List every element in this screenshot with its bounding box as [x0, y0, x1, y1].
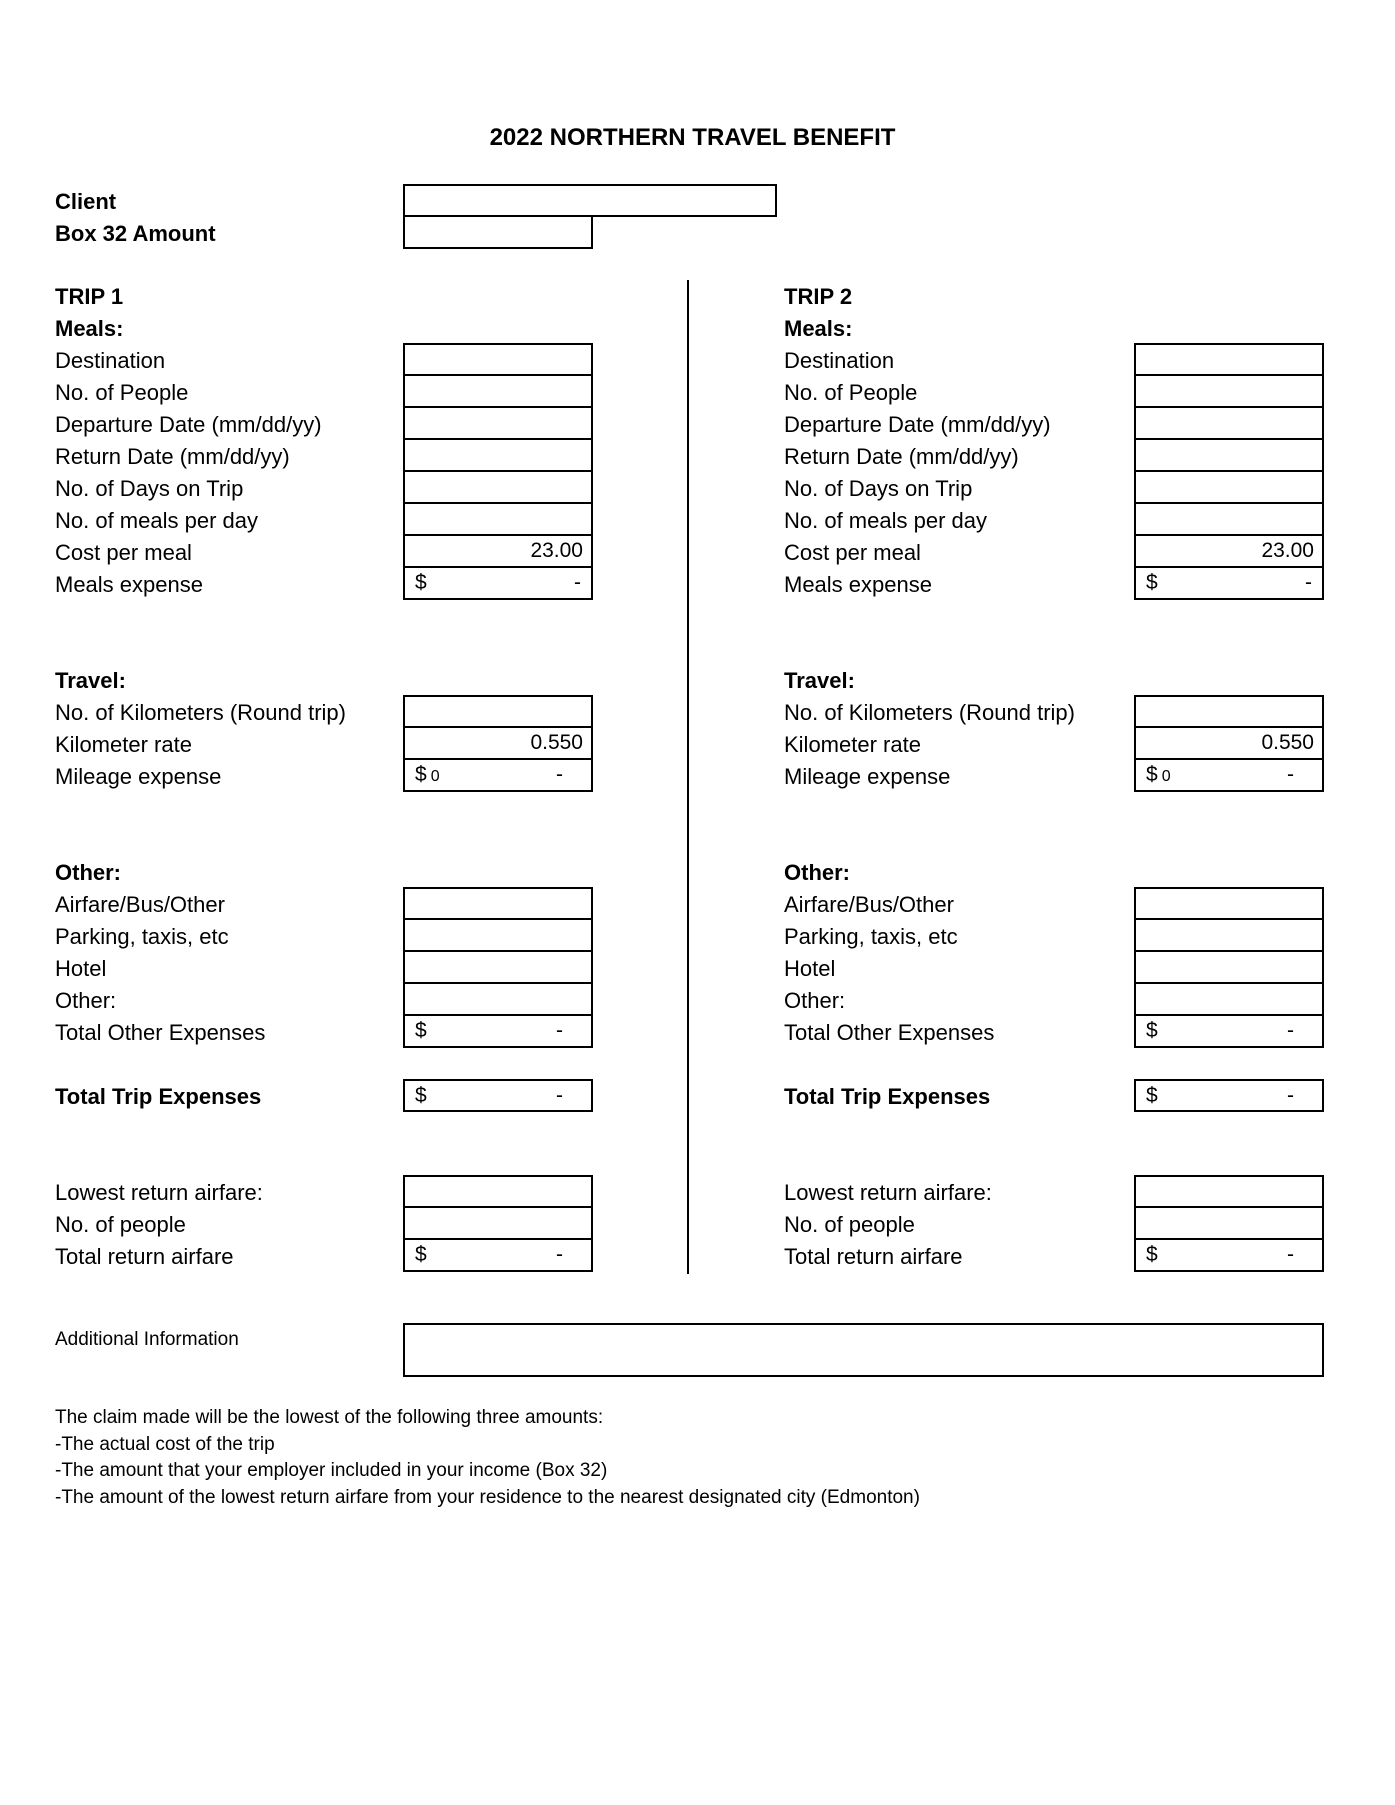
departure-date-field[interactable]: [1134, 407, 1324, 440]
cost-per-meal-label: Cost per meal: [55, 540, 192, 565]
destination-field[interactable]: [403, 343, 593, 376]
total-return-field: [1134, 1239, 1324, 1272]
mileage-currency: $: [1146, 763, 1158, 786]
total-other-value: -: [1287, 1019, 1294, 1042]
lowest-airfare-field[interactable]: [403, 1175, 593, 1208]
destination-label: Destination: [784, 348, 895, 373]
mileage-label: Mileage expense: [55, 764, 222, 789]
days-field[interactable]: [1134, 471, 1324, 504]
total-other-label: Total Other Expenses: [55, 1020, 266, 1045]
meals-per-day-label: No. of meals per day: [55, 508, 258, 533]
total-other-field: [1134, 1015, 1324, 1048]
destination-field[interactable]: [1134, 343, 1324, 376]
total-other-value: -: [556, 1019, 563, 1042]
km-field[interactable]: [1134, 695, 1324, 728]
meals-expense-value: -: [574, 571, 581, 594]
page-title: 2022 NORTHERN TRAVEL BENEFIT: [489, 124, 896, 151]
trip-heading: TRIP 2: [784, 284, 853, 309]
mileage-expense-field: [1134, 759, 1324, 792]
note-line: The claim made will be the lowest of the following three amounts:: [55, 1407, 604, 1428]
hotel-label: Hotel: [784, 956, 836, 981]
km-rate-label: Kilometer rate: [784, 732, 921, 757]
people-field[interactable]: [403, 375, 593, 408]
return-label: Return Date (mm/dd/yy): [784, 444, 1019, 469]
currency-symbol: $: [1146, 571, 1158, 594]
people-field[interactable]: [1134, 375, 1324, 408]
other-field[interactable]: [1134, 983, 1324, 1016]
currency-symbol: $: [1146, 1243, 1158, 1266]
total-return-value: -: [556, 1243, 563, 1266]
hotel-field[interactable]: [403, 951, 593, 984]
airfare-field[interactable]: [403, 887, 593, 920]
cost-per-meal-value: 23.00: [530, 539, 583, 562]
hotel-label: Hotel: [55, 956, 107, 981]
column-divider: [687, 280, 689, 1274]
airfare-people-label: No. of people: [784, 1212, 915, 1237]
note-line: -The amount of the lowest return airfare from your residence to the nearest designated city (Edmonton): [55, 1487, 920, 1508]
meals-per-day-field[interactable]: [1134, 503, 1324, 536]
currency-symbol: [1146, 760, 1171, 792]
parking-label: Parking, taxis, etc: [784, 924, 958, 949]
total-return-label: Total return airfare: [55, 1244, 234, 1269]
airfare-label: Airfare/Bus/Other: [55, 892, 225, 917]
currency-symbol: $: [415, 1084, 427, 1107]
mileage-value: -: [556, 763, 563, 786]
total-trip-label: Total Trip Expenses: [784, 1084, 991, 1109]
hotel-field[interactable]: [1134, 951, 1324, 984]
km-rate-value: 0.550: [530, 731, 583, 754]
total-trip-field: [1134, 1079, 1324, 1112]
km-rate-value: 0.550: [1261, 731, 1314, 754]
departure-label: Departure Date (mm/dd/yy): [55, 412, 322, 437]
km-field[interactable]: [403, 695, 593, 728]
total-other-label: Total Other Expenses: [784, 1020, 995, 1045]
airfare-people-field[interactable]: [403, 1207, 593, 1240]
people-label: No. of People: [55, 380, 189, 405]
other-field[interactable]: [403, 983, 593, 1016]
mileage-zero: 0: [430, 768, 440, 785]
days-label: No. of Days on Trip: [784, 476, 973, 501]
currency-symbol: $: [1146, 1019, 1158, 1042]
total-return-field: [403, 1239, 593, 1272]
people-label: No. of People: [784, 380, 918, 405]
travel-heading: Travel:: [784, 668, 855, 693]
departure-label: Departure Date (mm/dd/yy): [784, 412, 1051, 437]
meals-expense-label: Meals expense: [55, 572, 203, 597]
meals-expense-field: [1134, 567, 1324, 600]
travel-heading: Travel:: [55, 668, 126, 693]
currency-symbol: $: [415, 1243, 427, 1266]
parking-label: Parking, taxis, etc: [55, 924, 229, 949]
client-field[interactable]: [403, 184, 777, 217]
km-rate-field[interactable]: [1134, 727, 1324, 760]
destination-label: Destination: [55, 348, 166, 373]
note-line: -The actual cost of the trip: [55, 1434, 275, 1455]
total-trip-field: [403, 1079, 593, 1112]
meals-per-day-field[interactable]: [403, 503, 593, 536]
mileage-currency: $: [415, 763, 427, 786]
return-date-field[interactable]: [403, 439, 593, 472]
lowest-airfare-label: Lowest return airfare:: [55, 1180, 263, 1205]
client-label: Client: [55, 189, 117, 214]
parking-field[interactable]: [403, 919, 593, 952]
total-return-value: -: [1287, 1243, 1294, 1266]
box32-field[interactable]: [403, 216, 593, 249]
total-return-label: Total return airfare: [784, 1244, 963, 1269]
km-rate-label: Kilometer rate: [55, 732, 192, 757]
meals-expense-field: [403, 567, 593, 600]
other-label: Other:: [55, 988, 117, 1013]
mileage-expense-field: [403, 759, 593, 792]
cost-per-meal-field[interactable]: [1134, 535, 1324, 568]
additional-info-label: Additional Information: [55, 1329, 239, 1350]
note-line: -The amount that your employer included in your income (Box 32): [55, 1460, 608, 1481]
mileage-value: -: [1287, 763, 1294, 786]
meals-expense-label: Meals expense: [784, 572, 932, 597]
mileage-label: Mileage expense: [784, 764, 951, 789]
total-trip-label: Total Trip Expenses: [55, 1084, 262, 1109]
return-date-field[interactable]: [1134, 439, 1324, 472]
days-label: No. of Days on Trip: [55, 476, 244, 501]
currency-symbol: $: [1146, 1084, 1158, 1107]
mileage-zero: 0: [1161, 768, 1171, 785]
currency-symbol: $: [415, 1019, 427, 1042]
other-heading: Other:: [55, 860, 121, 885]
lowest-airfare-label: Lowest return airfare:: [784, 1180, 992, 1205]
total-trip-value: -: [556, 1084, 563, 1107]
total-trip-value: -: [1287, 1084, 1294, 1107]
meals-heading: Meals:: [784, 316, 853, 341]
currency-symbol: $: [415, 571, 427, 594]
airfare-field[interactable]: [1134, 887, 1324, 920]
cost-per-meal-label: Cost per meal: [784, 540, 921, 565]
parking-field[interactable]: [1134, 919, 1324, 952]
total-other-field: [403, 1015, 593, 1048]
km-label: No. of Kilometers (Round trip): [784, 700, 1075, 725]
return-label: Return Date (mm/dd/yy): [55, 444, 290, 469]
airfare-people-field[interactable]: [1134, 1207, 1324, 1240]
airfare-people-label: No. of people: [55, 1212, 186, 1237]
other-heading: Other:: [784, 860, 850, 885]
km-label: No. of Kilometers (Round trip): [55, 700, 346, 725]
additional-info-field[interactable]: [403, 1323, 1324, 1377]
cost-per-meal-field[interactable]: [403, 535, 593, 568]
meals-expense-value: -: [1305, 571, 1312, 594]
other-label: Other:: [784, 988, 846, 1013]
lowest-airfare-field[interactable]: [1134, 1175, 1324, 1208]
currency-symbol: [415, 760, 440, 792]
km-rate-field[interactable]: [403, 727, 593, 760]
trip-heading: TRIP 1: [55, 284, 124, 309]
box32-label: Box 32 Amount: [55, 221, 216, 246]
meals-heading: Meals:: [55, 316, 124, 341]
meals-per-day-label: No. of meals per day: [784, 508, 987, 533]
cost-per-meal-value: 23.00: [1261, 539, 1314, 562]
departure-date-field[interactable]: [403, 407, 593, 440]
airfare-label: Airfare/Bus/Other: [784, 892, 954, 917]
days-field[interactable]: [403, 471, 593, 504]
